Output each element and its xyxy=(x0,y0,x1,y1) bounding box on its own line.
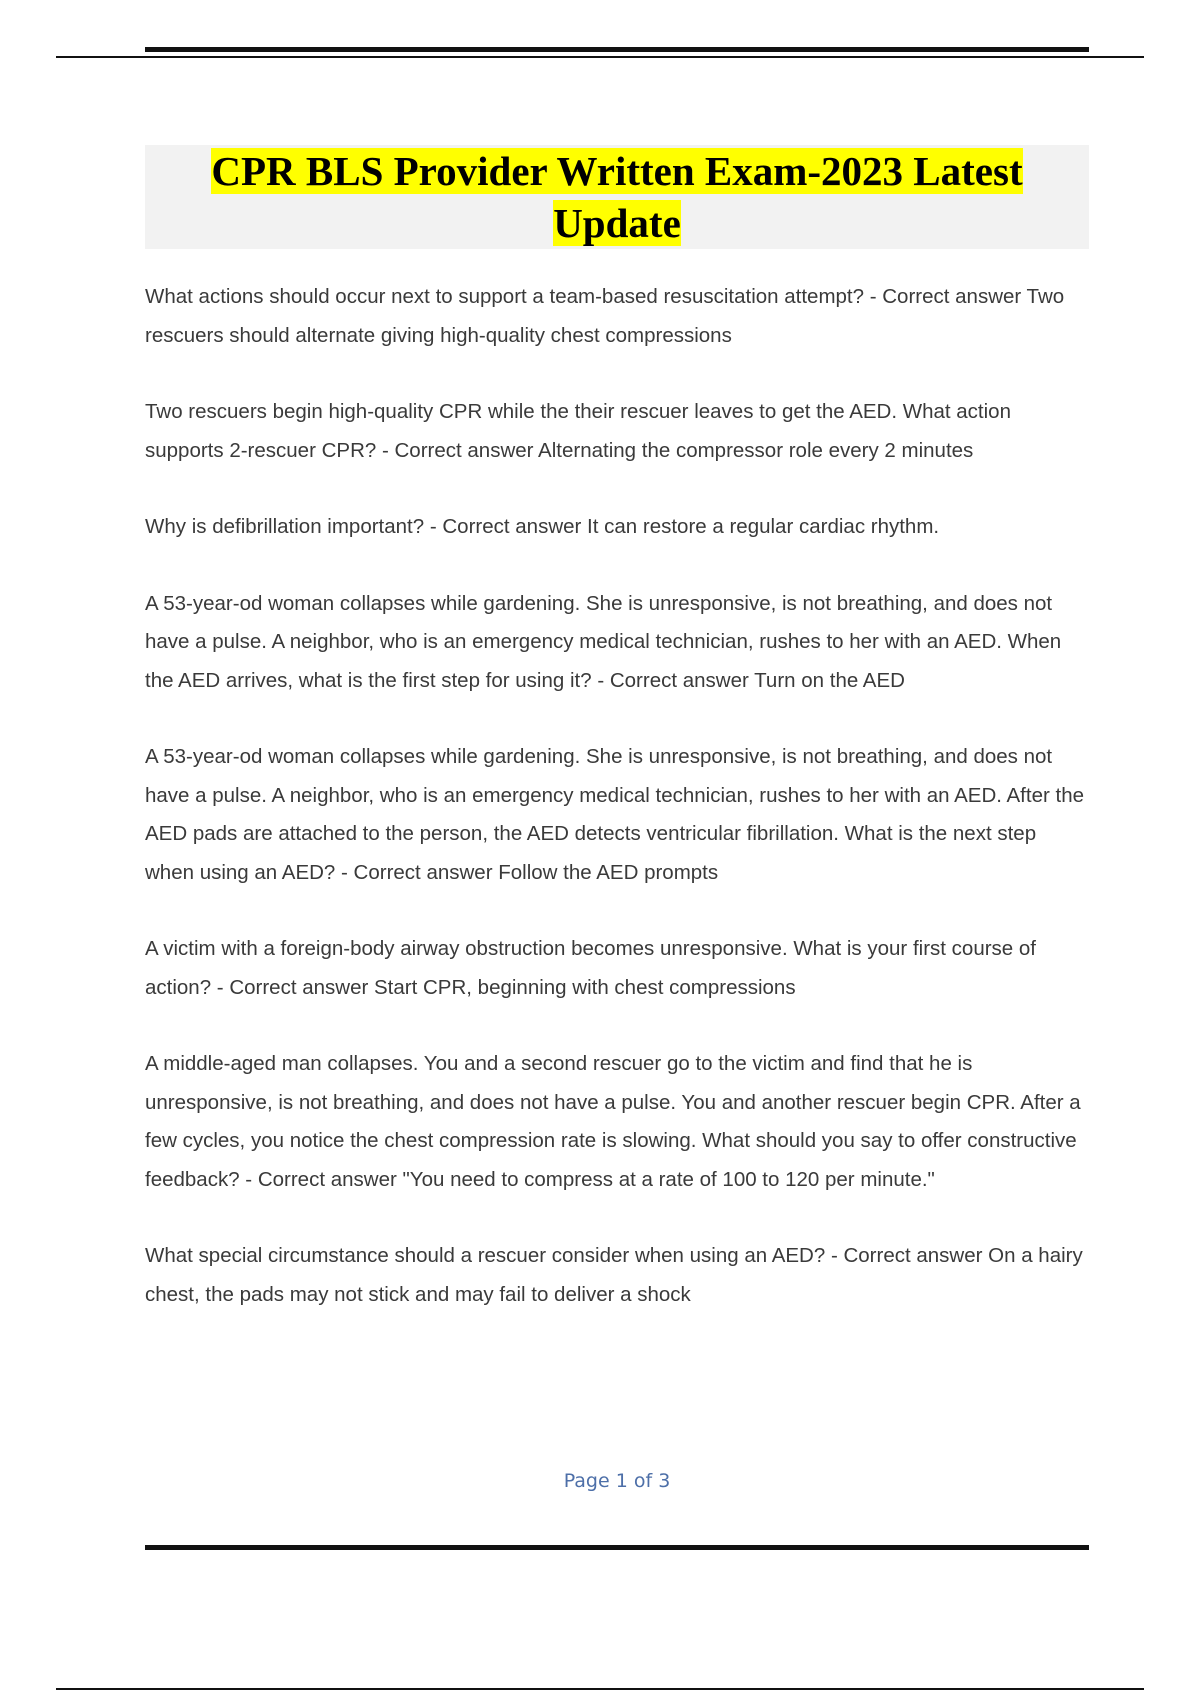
header-rule-thick xyxy=(145,47,1089,52)
qa-entry: Why is defibrillation important? - Correct answer It can restore a regular cardiac rhythm. xyxy=(145,515,940,538)
qa-entry: A 53-year-od woman collapses while gardening. She is unresponsive, is not breathing, and does not have a pulse. A neighbor, who is an emergency medical technician, rushes to her with an AED. When the AED arrives, what is the first step for using it? - Correct answer Turn on the AED xyxy=(145,591,1062,692)
qa-list xyxy=(145,278,1089,1352)
footer-rule-thin xyxy=(56,1688,1144,1690)
qa-entry: A 53-year-od woman collapses while gardening. She is unresponsive, is not breathing, and does not have a pulse. A neighbor, who is an emergency medical technician, rushes to her with an AED. After the AED pads are attached to the person, the AED detects ventricular fibrillation. What is the next step when using an AED? - Correct answer Follow the AED prompts xyxy=(145,745,1084,884)
qa-entry: Two rescuers begin high-quality CPR while the their rescuer leaves to get the AED. What action supports 2-rescuer CPR? - Correct answer Alternating the compressor role every 2 minutes xyxy=(145,400,1011,462)
qa-entry: A victim with a foreign-body airway obstruction becomes unresponsive. What is your first course of action? - Correct answer Start CPR, beginning with chest compressions xyxy=(145,937,1036,999)
qa-entry: A middle-aged man collapses. You and a second rescuer go to the victim and find that he is unresponsive, is not breathing, and does not have a pulse. You and another rescuer begin CPR. After a few cycles, you notice the chest compression rate is slowing. What should you say to offer constructive feedback? - Correct answer "You need to compress at a rate of 100 to 120 per minute." xyxy=(145,1052,1081,1191)
footer-rule-thick xyxy=(145,1545,1089,1550)
page-number: Page 1 of 3 xyxy=(563,1470,671,1492)
document-title xyxy=(167,145,1067,249)
header-rule-thin xyxy=(56,56,1144,58)
document-title-text: CPR BLS Provider Written Exam-2023 Latest Update xyxy=(211,148,1023,246)
title-box xyxy=(145,145,1089,249)
qa-entry: What special circumstance should a rescuer consider when using an AED? - Correct answer On a hairy chest, the pads may not stick and may fail to deliver a shock xyxy=(145,1244,1083,1306)
qa-entry: What actions should occur next to support a team-based resuscitation attempt? - Correct answer Two rescuers should alternate giving high-quality chest compressions xyxy=(145,285,1065,347)
